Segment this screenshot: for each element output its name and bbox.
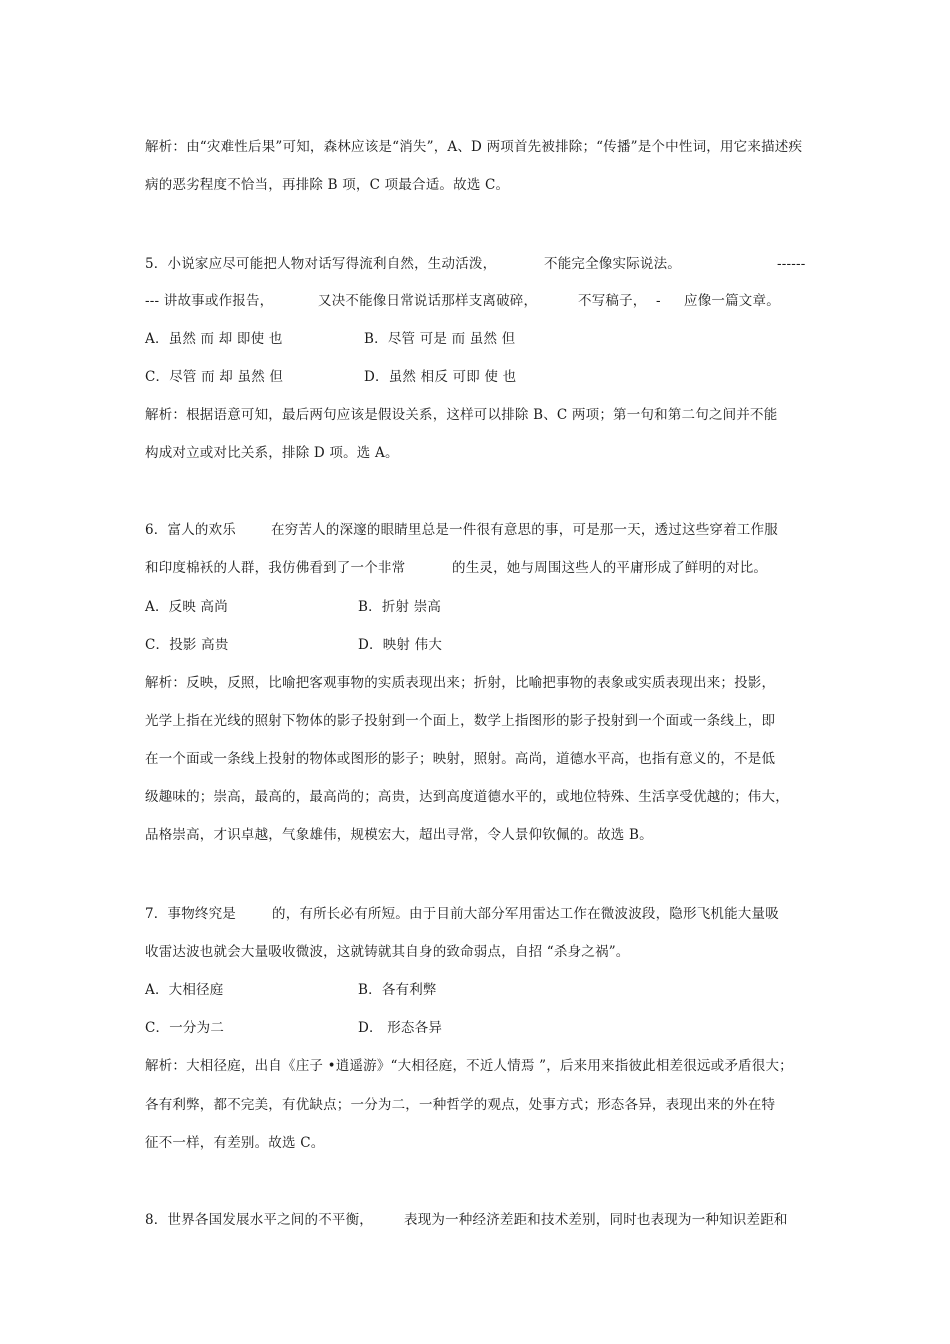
q5-stem-part-6: 应像一篇文章。 xyxy=(684,293,780,309)
q7-analysis-line-2: 各有利弊，都不完美，有优缺点；一分为二，一种哲学的观点，处事方式；形态各异，表现出来的外在特 xyxy=(145,1097,776,1113)
q7-option-b: B．各有利弊 xyxy=(358,982,437,998)
q4-analysis-line-2: 病的恶劣程度不恰当，再排除 B 项，C 项最合适。故选 C。 xyxy=(145,177,510,193)
q5-option-a: A．虽然 而 却 即使 也 xyxy=(145,331,283,347)
q6-stem-part-2: 在穷苦人的深邃的眼睛里总是一件很有意思的事，可是那一天，透过这些穿着工作服 xyxy=(271,522,778,538)
q8-stem-part-2: 表现为一种经济差距和技术差别，同时也表现为一种知识差距和 xyxy=(404,1212,788,1228)
q7-option-d: D． 形态各异 xyxy=(358,1020,443,1036)
q6-analysis-line-2: 光学上指在光线的照射下物体的影子投射到一个面上，数学上指图形的影子投射到一个面或一条线上，即 xyxy=(145,713,776,729)
q6-analysis-line-4: 级趣味的；崇高，最高的，最高尚的；高贵，达到高度道德水平的，或地位特殊、生活享受优越的；伟大， xyxy=(145,789,789,805)
q5-stem-dashes: ------ xyxy=(777,256,806,272)
q5-stem-part-3: --- 讲故事或作报告， xyxy=(145,293,274,309)
q6-analysis-line-1: 解析：反映，反照，比喻把客观事物的实质表现出来；折射，比喻把事物的表象或实质表现出来；投影， xyxy=(145,675,776,691)
q5-stem-part-1: 5．小说家应尽可能把人物对话写得流利自然，生动活泼， xyxy=(145,256,497,272)
q5-stem-part-2: 不能完全像实际说法。 xyxy=(544,256,681,272)
q6-option-a: A．反映 高尚 xyxy=(145,599,228,615)
q6-option-b: B．折射 崇高 xyxy=(358,599,442,615)
q6-stem-part-3: 和印度棉袄的人群，我仿佛看到了一个非常 xyxy=(145,560,406,576)
q5-analysis-line-1: 解析：根据语意可知，最后两句应该是假设关系，这样可以排除 B、C 两项；第一句和第二句之间并不能 xyxy=(145,407,778,423)
q5-option-b: B．尽管 可是 而 虽然 但 xyxy=(364,331,516,347)
q5-stem-part-4: 又决不能像日常说话那样支离破碎， xyxy=(318,293,538,309)
q6-analysis-line-3: 在一个面或一条线上投射的物体或图形的影子；映射，照射。高尚，道德水平高，也指有意义的，不是低 xyxy=(145,751,776,767)
q7-analysis-line-3: 征不一样，有差别。故选 C。 xyxy=(145,1135,325,1151)
q7-stem-part-1: 7．事物终究是 xyxy=(145,906,236,922)
q6-stem-part-1: 6．富人的欢乐 xyxy=(145,522,236,538)
q7-stem-line-2: 收雷达波也就会大量吸收微波，这就铸就其自身的致命弱点，自招 “杀身之祸”。 xyxy=(145,944,630,960)
q7-option-c: C．一分为二 xyxy=(145,1020,225,1036)
q6-option-d: D．映射 伟大 xyxy=(358,637,443,653)
q6-analysis-line-5: 品格崇高，才识卓越，气象雄伟，规模宏大，超出寻常，令人景仰钦佩的。故选 B。 xyxy=(145,827,653,843)
q7-option-a: A．大相径庭 xyxy=(145,982,224,998)
q5-stem-dash: - xyxy=(656,293,661,309)
q6-stem-part-4: 的生灵，她与周围这些人的平庸形成了鲜明的对比。 xyxy=(452,560,768,576)
q4-analysis-line-1: 解析：由“灾难性后果”可知，森林应该是“消失”，A、D 两项首先被排除；“传播”是个中性词，用它来描述疾 xyxy=(145,139,803,155)
q5-option-d: D．虽然 相反 可即 使 也 xyxy=(364,369,517,385)
q5-analysis-line-2: 构成对立或对比关系，排除 D 项。选 A。 xyxy=(145,445,399,461)
q5-stem-part-5: 不写稿子， xyxy=(578,293,647,309)
q6-option-c: C．投影 高贵 xyxy=(145,637,229,653)
q7-stem-part-2: 的，有所长必有所短。由于目前大部分军用雷达工作在微波波段，隐形飞机能大量吸 xyxy=(272,906,779,922)
q5-option-c: C．尽管 而 却 虽然 但 xyxy=(145,369,284,385)
q8-stem-part-1: 8．世界各国发展水平之间的不平衡， xyxy=(145,1212,373,1228)
q7-analysis-line-1: 解析：大相径庭，出自《庄子 •逍遥游》“大相径庭，不近人情焉 ”，后来用来指彼此相差很远或矛盾很大； xyxy=(145,1058,793,1074)
